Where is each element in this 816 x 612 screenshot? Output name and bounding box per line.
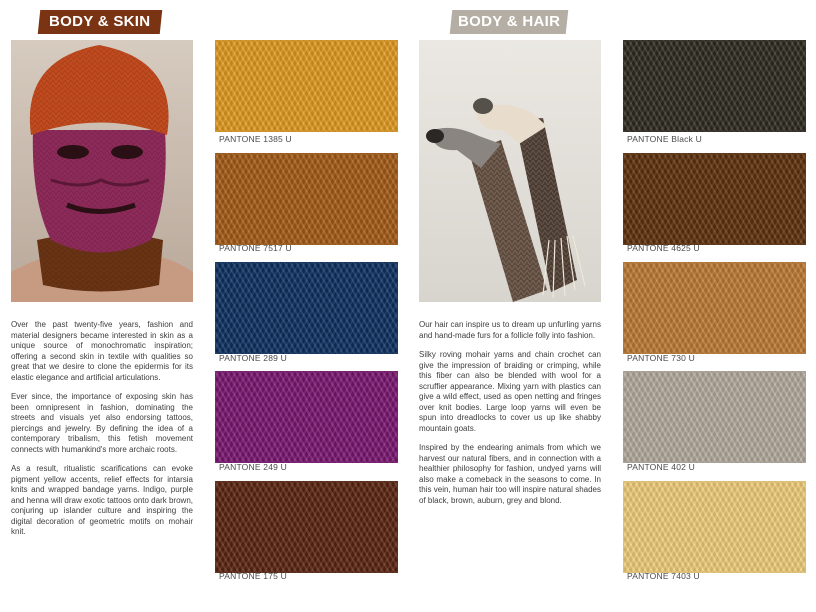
swatch-label: PANTONE 402 U xyxy=(627,462,695,472)
body-skin-text xyxy=(11,320,193,547)
swatch-175 xyxy=(215,481,398,573)
swatch-label: PANTONE 730 U xyxy=(627,353,695,363)
knit-mask-illustration xyxy=(11,40,193,302)
knit-socks-photo xyxy=(419,40,601,302)
swatch-label: PANTONE 1385 U xyxy=(219,134,292,144)
swatch-label: PANTONE 7517 U xyxy=(219,243,292,253)
knit-socks-illustration xyxy=(419,40,601,302)
swatch-label: PANTONE Black U xyxy=(627,134,702,144)
swatch-7403 xyxy=(623,481,806,573)
body-hair-text xyxy=(419,320,601,515)
swatch-label: PANTONE 175 U xyxy=(219,571,287,581)
body-hair-paragraph: Our hair can inspire us to dream up unfurling yarns and hand-made furs for a follicle folly into fashion. xyxy=(419,320,601,340)
body-skin-paragraph: As a result, ritualistic scarifications can evoke pigment yellow accents, relief effects for intarsia knits and wrapped bandage yarns. Indigo, purple and henna will draw exotic tattoos onto dark brown, conjuring up islander culture and inspiring the digital decoration of geometric motifs on mohair knit. xyxy=(11,464,193,536)
swatch-label: PANTONE 249 U xyxy=(219,462,287,472)
swatch-label: PANTONE 289 U xyxy=(219,353,287,363)
swatch-289 xyxy=(215,262,398,354)
swatch-black xyxy=(623,40,806,132)
swatch-249 xyxy=(215,371,398,463)
swatch-730 xyxy=(623,262,806,354)
swatch-4625 xyxy=(623,153,806,245)
swatch-402 xyxy=(623,371,806,463)
knit-mask-photo xyxy=(11,40,193,302)
body-hair-paragraph: Inspired by the endearing animals from which we harvest our natural fibers, and in connection with a healthier philosophy for fashion, undyed yarns will also make a comeback in the seasons to come. In this vein, human hair too will inspire natural shades of black, brown, auburn, grey and blond. xyxy=(419,443,601,505)
body-hair-paragraph: Silky roving mohair yarns and chain crochet can give the impression of braiding or crimping, while this fiber can also be blended with wool for a scruffier appearance. Mixing yarn with plastics can give a wild effect, used as open netting and fringes over knit bodies. Large loop yarns will even be spun into dreadlocks to cover us up like shabby mountain goats. xyxy=(419,350,601,433)
body-hair-banner: BODY & HAIR xyxy=(450,10,569,34)
body-skin-paragraph: Ever since, the importance of exposing skin has been omnipresent in fashion, dominating the streets and visuals yet also endorsing tattoos, piercings and jewelry. By defining the idea of a contemporary tribalism, this fetish movement connects with humankind's more archaic roots. xyxy=(11,392,193,454)
swatch-label: PANTONE 7403 U xyxy=(627,571,700,581)
swatch-7517 xyxy=(215,153,398,245)
body-skin-paragraph: Over the past twenty-five years, fashion and material designers became interested in skin as a unique source of monochromatic inspiration; offering a second skin in textile with qualities so great that we desire to clone the epidermis for its elastic elegance and artificial articulations. xyxy=(11,320,193,382)
swatch-1385 xyxy=(215,40,398,132)
body-skin-banner: BODY & SKIN xyxy=(38,10,163,34)
swatch-label: PANTONE 4625 U xyxy=(627,243,700,253)
